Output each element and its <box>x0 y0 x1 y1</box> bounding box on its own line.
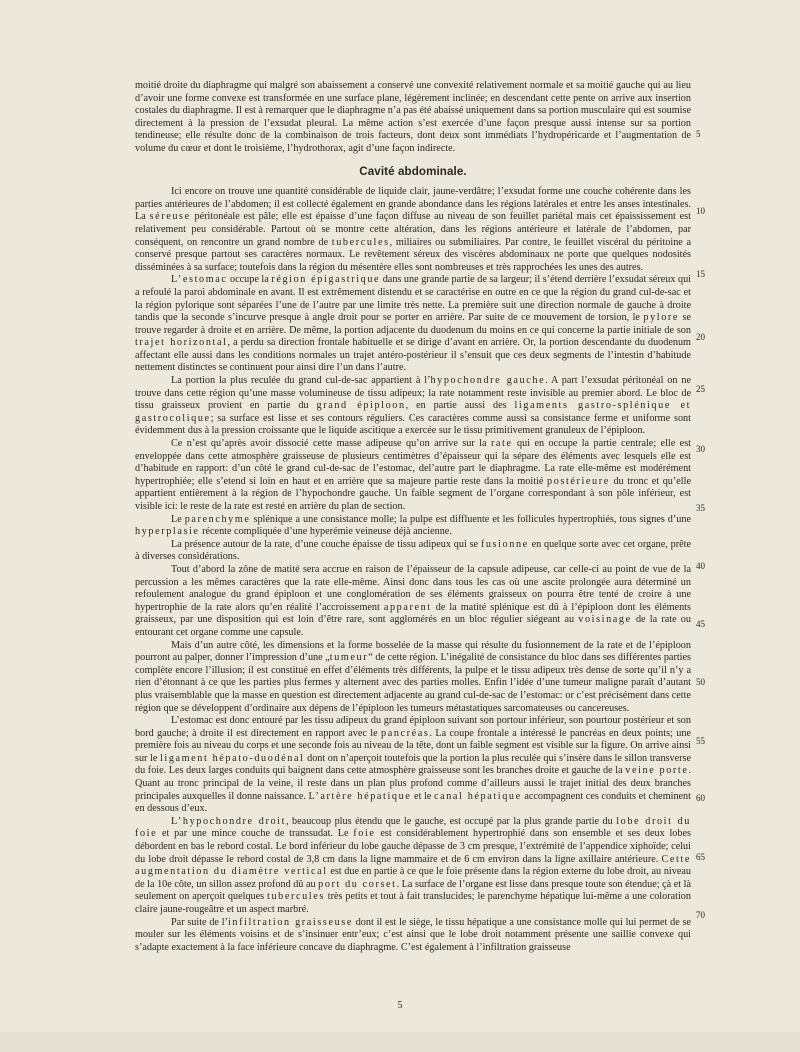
spaced-emphasis: postérieure <box>547 475 610 487</box>
text-run: Mais d’un autre côté, les dimensions et la forme bosselée de la masse qui résulte du fusionnement de la rate et de l’épiploon pourront au palper, donner l’impression d’une „ <box>135 639 691 664</box>
spaced-emphasis: apparent <box>383 601 432 613</box>
spaced-emphasis: pylore <box>643 312 680 324</box>
spaced-emphasis: port du corset <box>318 878 397 890</box>
line-number: 50 <box>696 677 705 687</box>
spaced-emphasis: infiltration graisseuse <box>227 916 353 928</box>
spaced-emphasis: tumeur <box>329 652 369 664</box>
text-run: dont il est le siège, le tissu hépatique a une consistance molle qui lui permet de se mouler sur les éléments voisins et de s’insinuer entr’eux; c’est ainsi que le lobe droit notamment présente une saillie convexe qui s’adapte exactement à la face inférieure concave du diaphragme. C’est également à l’infiltration graisseuse <box>135 916 691 953</box>
spaced-emphasis: veine porte <box>625 765 689 777</box>
line-number: 10 <box>696 206 705 216</box>
spaced-emphasis: Cette augmentation du diamètre vertical <box>135 853 691 878</box>
line-number: 40 <box>696 561 705 571</box>
paragraph <box>135 80 691 156</box>
line-number: 55 <box>696 736 705 746</box>
text-run: en quelque sorte avec cet organe, prête à diverses considérations. <box>135 538 691 563</box>
spaced-emphasis: foie <box>353 828 376 840</box>
text-run: dans une grande partie de sa largeur; il s’étend derrière l’exsudat séreux qui a refoulé la paroi abdominale en avant. Il est extrêmement distendu et se caractérise en outre en ce que la région du grand cul-de-sac et la région pylorique sont séparées l’une de l’autre par une limite très nette. La première suit une direction normale de gauche à droite tandis que la seconde s’incurve presque à angle droit pour se porter en arrière. Par suite de ce mouvement de torsion, le <box>135 274 691 324</box>
text-run: , miliaires ou submiliaires. Par contre, le feuillet viscéral du péritoine a conservé presque partout ses caractères normaux. Le revêtement séreux des viscères abdominaux ne porte que quelques nodosités disséminées à sa surface; toutefois dans la région du mésentère elles sont nombreuses et très rapprochées les unes des autres. <box>135 236 691 273</box>
text-run: . Quant au tronc principal de la veine, il reste dans un plan plus profond comme d’ailleurs aussi le trajet initial des deux branches principales auxquelles il donne naissance. <box>135 765 692 802</box>
spaced-emphasis: région épigastrique <box>271 274 381 286</box>
spaced-emphasis: L’hypochondre droit <box>171 815 287 827</box>
text-run: et par une mince couche de transsudat. Le <box>157 828 354 840</box>
text-run: ; sa surface est lisse et ses contours réguliers. Ces caractères comme aussi sa consistance ferme et uniforme sont évidemment dus à la pression croissante que le liquide ascitique a exercée sur le tissu primitivement granuleux de l’épiploon. <box>135 412 691 437</box>
line-number: 45 <box>696 619 705 629</box>
spaced-emphasis: L’estomac <box>171 274 228 286</box>
text-run: de la rate ou entourant cet organe comme une capsule. <box>135 614 691 638</box>
spaced-emphasis: séreuse <box>149 211 191 223</box>
text-run: de la matité splénique est dû à l’épiploon dont les éléments graisseux, par une disposition qui est loin d’être rare, sont agglomérés en un bloc régulier siégeant au <box>135 601 691 626</box>
text-run: moitié droite du diaphragme qui malgré son abaissement a conservé une convexité relativement normale et sa moitié gauche qui au lieu d’avoir une forme convexe est transformée en une surface plane, légèrement inclinée; en descendant cette pente on arrive aux insertion costales du diaphragme. Il est à remarquer que le diaphragme n’a pas été abaissé uniquement dans sa portion musculaire qui est soumise directement à la pression de l’exsudat pleural. La même action s’est exercée d’une façon presque aussi intense sur sa portion tendineuse; elle résulte donc de la combinaison de trois facteurs, dont deux sont immédiats l’hydropéricarde et l’augmentation de volume du cœur et dont le troisième, l’hydrothorax, agit d’une façon indirecte. <box>135 80 691 154</box>
spaced-emphasis: L’artère hépatique <box>308 790 412 802</box>
spaced-emphasis: hyperplasie <box>135 526 200 538</box>
paragraph <box>135 514 691 539</box>
page-edge <box>0 1032 800 1052</box>
paragraph <box>135 715 691 816</box>
text-run: Ici encore on trouve une quantité considérable de liquide clair, jaune-verdâtre; l’exsudat forme une couche cohérente dans les parties antérieures de l’abdomen; il est collecté également en grande abondance dans les régions latérales et entre les anses intestinales. La <box>135 186 691 223</box>
text-run: et le <box>411 790 434 802</box>
line-number: 65 <box>696 852 705 862</box>
paragraph <box>135 438 691 514</box>
text-run: péritonéale est pâle; elle est épaisse d’une façon diffuse au niveau de son feuillet pariétal mais cet épaississement est relativement peu considérable. Partout où se montre cette altération, dans les régions antérieure et latérale de l’abdomen, par conséquent, on rencontre un grand nombre de <box>135 211 691 248</box>
line-number: 25 <box>696 384 705 394</box>
text-run: Le <box>171 513 185 525</box>
paragraph <box>135 816 691 917</box>
text-run: splénique a une consistance molle; la pulpe est diffluente et les follicules hypertrophiés, tous signes d’une <box>250 513 691 525</box>
text-run: Tout d’abord la zône de matité sera accrue en raison de l’épaisseur de la capsule adipeuse, car celle-ci au point de vue de la percussion a les mêmes caractères que la rate elle-même. Ainsi donc dans tous les cas où une ascite prolongée aura déterminé un refoulement analogue du grand épiploon et une conglomération de ses éléments graisseux on pourra être tenté de croire à une hypertrophie de la rate alors qu’en réalité l’accroissement <box>135 563 691 613</box>
spaced-emphasis: voisinage <box>578 614 632 626</box>
text-run: , a perdu sa direction frontale habituelle et se dirige d’avant en arrière. Or, la portion descendante du duodenum affectant elle aussi dans les conditions normales un trajet antéro-postérieur il s’ensuit que ces deux segments de l’intestin d’habitude nettement distinctes se continuent pour ainsi dire l’un dans l’autre. <box>135 337 691 374</box>
text-run: , beaucoup plus étendu que le gauche, est occupé par la plus grande partie du <box>286 815 617 827</box>
text-run: L’estomac est donc entouré par les tissu adipeux du grand épiploon suivant son portour inférieur, son pourtour postérieur et son bord gauche; à droite il est directement en rapport avec le <box>135 715 691 739</box>
text-run: , en partie aussi des <box>405 400 515 412</box>
page-number: 5 <box>397 1000 403 1011</box>
spaced-emphasis: canal hépatique <box>434 790 522 802</box>
spaced-emphasis: fusionne <box>480 538 529 550</box>
paragraph <box>135 917 691 955</box>
text-run: . La surface de l’organe est lisse dans presque toute son étendue; çà et là seulement on aperçoit quelques <box>135 878 691 903</box>
spaced-emphasis: tubercules <box>331 236 390 248</box>
text-run: qui en occupe la partie centrale; elle est enveloppée dans cette atmosphère graisseuse de plusieurs centimètres d’épaisseur qui la sépare des éléments avec lesquels elle est d’habitude en rapport: d’un côté le grand cul-de-sac de l’estomac, del’autre part le diaphragme. La rate elle-même est modérément hypertrophiée; elle s’etend si loin en haut et en arrière que sa majeure partie reste dans la moitié <box>135 438 691 487</box>
text-run: . A part l’exsudat péritonéal on ne trouve dans cette région qu’une masse volumineuse de tissu adipeux; la rate notamment reste invisible au premier abord. Le bloc de tissu graisseux provient en partie du <box>135 375 691 412</box>
spaced-emphasis: lobe droit du foie <box>135 815 691 840</box>
text-run: “ de cette région. L’inégalité de consistance du bloc dans ses différentes parties complète encore l’illusion; il est constitué en effet d’éléments très différents, la pulpe et le tissu adipeux très dense de sorte qu’il n’y a rien d’étonnant à ce que les parties plus fermes y alternent avec des parties molles. Enfin l’idée d’une tumeur maligne paraît d’autant plus vraisemblable que la masse en question est directement adjacente au grand cul-de-sac de l’estomac: or c’est précisément dans cette région que se développent d’ordinaire aux dépens de l’épiploon les tumeurs métastatiques sarcomateuses ou cancereuses. <box>135 652 691 714</box>
section-heading: Cavité abdominale. <box>359 164 467 178</box>
paragraph <box>135 640 691 716</box>
line-number: 20 <box>696 332 705 342</box>
spaced-emphasis: ligament hépato-duodénal <box>159 752 305 764</box>
text-run: est considérablement hypertrophié dans son ensemble et ses deux lobes débordent en bas le rebord costal. Le bord inférieur du lobe gauche dépasse de 3 cm presque, l’extrémité de l’appendice xiphoïde; celui du lobe droit dépasse le rebord costal de 3,8 cm dans la ligne mammaire et de 6 cm environ dans la ligne axillaire antérieure. <box>135 828 691 865</box>
paragraph <box>135 375 691 438</box>
text-run: du tronc et qu’elle appartient entièrement à la région de l’hypochondre gauche. Un faible segment de l’organe correspondant à son pôle inférieur, est visible ici: le reste de la rate est resté en arrière du plan de section. <box>135 475 691 512</box>
text-run: est due en partie à ce que le foie présente dans la région externe du lobe droit, au niveau de la 10e côte, un sillon assez profond dû au <box>135 866 691 890</box>
paragraph <box>135 564 691 640</box>
text-run: Ce n’est qu’après avoir dissocié cette masse adipeuse qu’on arrive sur la <box>171 438 491 450</box>
line-number: 35 <box>696 503 705 513</box>
line-number: 30 <box>696 444 705 454</box>
text-run: Par suite de l’ <box>171 916 228 928</box>
text-run: très petits et tout à fait translucides; le parenchyme hépatique lui-même a une coloration claire jaune-rougeâtre et un aspect marbré. <box>135 891 691 915</box>
line-number: 70 <box>696 910 705 920</box>
text-run: dont on n’aperçoit toutefois que la portion la plus reculée qui s’insère dans le sillon transverse du foie. Les deux larges conduits qui baignent dans cette atmosphère graisseuse sont les branches droite et gauche de la <box>135 752 692 777</box>
spaced-emphasis: tubercules <box>267 891 325 903</box>
line-number: 60 <box>696 793 705 803</box>
paragraph <box>135 186 691 274</box>
line-number: 15 <box>696 269 705 279</box>
spaced-emphasis: trajet horizontal <box>135 337 228 349</box>
text-run: occupe la <box>227 274 272 286</box>
spaced-emphasis: ligaments gastro-splénique et gastrocolique <box>135 400 691 424</box>
spaced-emphasis: parenchyme <box>184 513 251 525</box>
text-run: . La coupe frontale a intéressé le pancréas en deux points; une première fois au niveau du corps et une seconde fois au niveau de la tête, dont un faible segment est visible sur la figure. On arrive ainsi sur le <box>135 727 691 764</box>
text-run: récente compliquée d’une hyperémie veineuse déjà ancienne. <box>199 526 452 538</box>
text-run: accompagnent ces conduits et cheminent en dessous d’eux. <box>135 790 691 815</box>
paragraph <box>135 539 691 564</box>
spaced-emphasis: pancréas <box>381 727 430 739</box>
spaced-emphasis: rate <box>490 438 513 450</box>
spaced-emphasis: hypochondre gauche <box>430 375 546 387</box>
text-column <box>135 80 691 954</box>
paragraph <box>135 274 691 375</box>
text-run: se trouve regarder à droite et en arrière. De même, la portion adjacente du duodenum du moins en ce qui concerne la partie initiale de son <box>135 312 691 336</box>
line-number: 5 <box>696 129 701 139</box>
text-run: La portion la plus reculée du grand cul-de-sac appartient à l’ <box>171 375 431 387</box>
text-run: La présence autour de la rate, d’une couche épaisse de tissu adipeux qui se <box>171 538 481 550</box>
spaced-emphasis: grand épiploon <box>316 400 406 412</box>
